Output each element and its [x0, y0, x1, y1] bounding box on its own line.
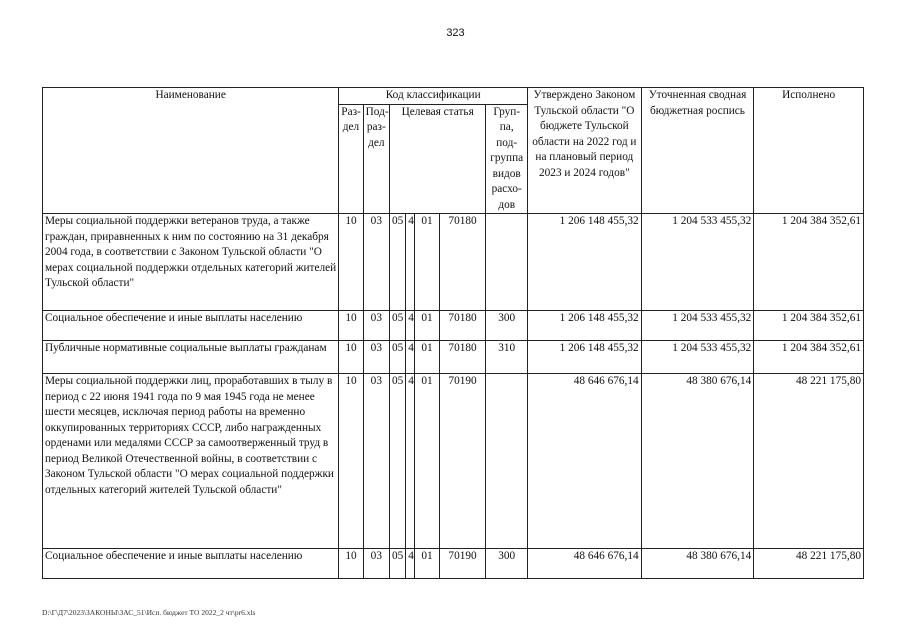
- row-refined: 48 380 676,14: [641, 549, 754, 579]
- row-refined: 1 204 533 455,32: [641, 214, 754, 311]
- row-executed: 1 204 384 352,61: [754, 341, 864, 374]
- row-target-subprogram: 01: [415, 311, 439, 341]
- row-target-subprogram: 01: [415, 341, 439, 374]
- row-refined: 1 204 533 455,32: [641, 341, 754, 374]
- row-name: Меры социальной поддержки лиц, проработавших в тылу в период с 22 июня 1941 года по 9 мая 1945 года не менее шести месяцев, исключая период работы на временно оккупированных территориях СССР, либо награжденных орденами или медалями СССР за самоотверженный труд в период Великой Отечественной войны, в соответствии с Законом Тульской области "О мерах социальной поддержки отдельных категорий жителей Тульской области": [43, 374, 339, 549]
- header-refined: Уточненная сводная бюджетная роспись: [641, 88, 754, 214]
- row-section: 10: [339, 311, 363, 341]
- row-approved: 48 646 676,14: [528, 549, 642, 579]
- row-expense-group: [486, 374, 528, 549]
- table-row: [43, 311, 864, 341]
- row-expense-group: 300: [486, 311, 528, 341]
- header-row-1: [43, 88, 864, 105]
- row-target-program: 05: [390, 374, 406, 549]
- header-subsection: Под-раз-дел: [363, 104, 389, 214]
- row-target-type: 4: [406, 549, 415, 579]
- row-target-program: 05: [390, 549, 406, 579]
- row-section: 10: [339, 549, 363, 579]
- row-refined: 48 380 676,14: [641, 374, 754, 549]
- row-target-type: 4: [406, 311, 415, 341]
- row-executed: 1 204 384 352,61: [754, 214, 864, 311]
- row-subsection: 03: [363, 214, 389, 311]
- row-target-direction: 70180: [439, 341, 486, 374]
- row-executed: 48 221 175,80: [754, 374, 864, 549]
- row-target-subprogram: 01: [415, 214, 439, 311]
- row-target-program: 05: [390, 214, 406, 311]
- row-target-type: 4: [406, 374, 415, 549]
- row-target-direction: 70190: [439, 374, 486, 549]
- header-code: Код классификации: [339, 88, 528, 105]
- row-target-subprogram: 01: [415, 374, 439, 549]
- row-refined: 1 204 533 455,32: [641, 311, 754, 341]
- row-target-direction: 70180: [439, 311, 486, 341]
- header-group: Груп-па, под-группа видов расхо-дов: [486, 104, 528, 214]
- budget-table: [42, 87, 864, 579]
- row-name: Социальное обеспечение и иные выплаты населению: [43, 549, 339, 579]
- header-target: Целевая статья: [390, 104, 486, 214]
- row-section: 10: [339, 341, 363, 374]
- row-name: Публичные нормативные социальные выплаты гражданам: [43, 341, 339, 374]
- row-target-program: 05: [390, 311, 406, 341]
- row-name: Меры социальной поддержки ветеранов труда, а также граждан, приравненных к ним по состоянию на 31 декабря 2004 года, в соответствии с Законом Тульской области "О мерах социальной поддержки отдельных категорий жителей Тульской области": [43, 214, 339, 311]
- header-approved: Утверждено Законом Тульской области "О бюджете Тульской области на 2022 год и на плановый период 2023 и 2024 годов": [528, 88, 642, 214]
- row-executed: 1 204 384 352,61: [754, 311, 864, 341]
- row-target-type: 4: [406, 341, 415, 374]
- row-approved: 1 206 148 455,32: [528, 311, 642, 341]
- header-name: Наименование: [43, 88, 339, 214]
- row-expense-group: 300: [486, 549, 528, 579]
- row-target-direction: 70180: [439, 214, 486, 311]
- header-executed: Исполнено: [754, 88, 864, 214]
- row-section: 10: [339, 374, 363, 549]
- page-number: 323: [446, 27, 465, 39]
- row-subsection: 03: [363, 311, 389, 341]
- row-subsection: 03: [363, 549, 389, 579]
- row-expense-group: [486, 214, 528, 311]
- header-section: Раз-дел: [339, 104, 363, 214]
- row-name: Социальное обеспечение и иные выплаты населению: [43, 311, 339, 341]
- row-section: 10: [339, 214, 363, 311]
- row-approved: 48 646 676,14: [528, 374, 642, 549]
- row-subsection: 03: [363, 374, 389, 549]
- table-row: [43, 214, 864, 311]
- row-target-type: 4: [406, 214, 415, 311]
- row-executed: 48 221 175,80: [754, 549, 864, 579]
- row-target-direction: 70190: [439, 549, 486, 579]
- file-path-footer: D:\Г\Д7\2023\ЗАКОНЫ\ЗАС_51\Исп. бюджет ТО 2022_2 чт\pr6.xls: [42, 608, 256, 617]
- row-expense-group: 310: [486, 341, 528, 374]
- row-subsection: 03: [363, 341, 389, 374]
- row-target-subprogram: 01: [415, 549, 439, 579]
- row-target-program: 05: [390, 341, 406, 374]
- table-row: [43, 341, 864, 374]
- table-row: [43, 549, 864, 579]
- table-row: [43, 374, 864, 549]
- row-approved: 1 206 148 455,32: [528, 214, 642, 311]
- row-approved: 1 206 148 455,32: [528, 341, 642, 374]
